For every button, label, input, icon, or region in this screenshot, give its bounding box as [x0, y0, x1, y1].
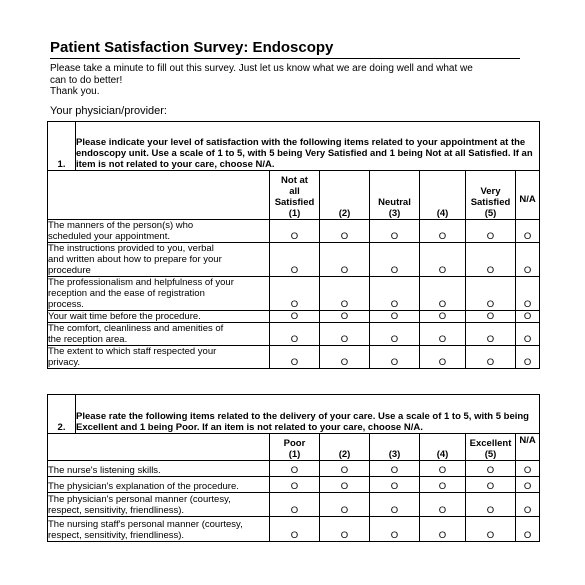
- item-line: process.: [48, 299, 84, 310]
- radio-option-4[interactable]: O: [420, 346, 466, 369]
- table-row: [48, 517, 540, 542]
- radio-option-5[interactable]: O: [466, 477, 516, 493]
- page-title: Patient Satisfaction Survey: Endoscopy: [50, 39, 520, 59]
- col-very-satisfied: [466, 171, 516, 220]
- radio-option-2[interactable]: O: [320, 311, 370, 323]
- radio-option-3[interactable]: O: [370, 346, 420, 369]
- item-label: [48, 220, 270, 243]
- radio-option-4[interactable]: O: [420, 477, 466, 493]
- radio-option-5[interactable]: O: [466, 517, 516, 542]
- item-line: respect, sensitivity, friendliness).: [48, 530, 185, 541]
- radio-option-4[interactable]: O: [420, 220, 466, 243]
- radio-option-na[interactable]: O: [516, 346, 540, 369]
- radio-option-5[interactable]: O: [466, 461, 516, 477]
- item-line: The nurse's listening skills.: [48, 465, 161, 476]
- col-4: [420, 434, 466, 461]
- radio-option-na[interactable]: O: [516, 311, 540, 323]
- scale-label: (4): [436, 208, 449, 219]
- radio-option-3[interactable]: O: [370, 323, 420, 346]
- scale-label: (4): [436, 449, 449, 460]
- item-line: The extent to which staff respected your: [48, 346, 217, 357]
- radio-option-1[interactable]: O: [270, 477, 320, 493]
- table-row: [48, 461, 540, 477]
- radio-option-5[interactable]: O: [466, 220, 516, 243]
- item-label: [48, 477, 270, 493]
- header-label: Neutral: [378, 197, 411, 208]
- radio-option-na[interactable]: O: [516, 220, 540, 243]
- radio-option-4[interactable]: O: [420, 493, 466, 517]
- radio-option-5[interactable]: O: [466, 323, 516, 346]
- item-label: [48, 277, 270, 311]
- radio-option-5[interactable]: O: [466, 243, 516, 277]
- table-row: [48, 277, 540, 311]
- radio-option-5[interactable]: O: [466, 346, 516, 369]
- item-line: The nursing staff's personal manner (courtesy,: [48, 519, 243, 530]
- radio-option-2[interactable]: O: [320, 461, 370, 477]
- item-line: The instructions provided to you, verbal: [48, 243, 214, 254]
- header-label: Satisfied: [274, 197, 315, 208]
- table-row: [48, 323, 540, 346]
- radio-option-na[interactable]: O: [516, 517, 540, 542]
- scale-label: (3): [388, 449, 401, 460]
- item-label: [48, 517, 270, 542]
- item-label: [48, 243, 270, 277]
- item-label: [48, 323, 270, 346]
- table-row: [48, 243, 540, 277]
- radio-option-3[interactable]: O: [370, 493, 420, 517]
- header-label: N/A: [519, 435, 536, 446]
- col-na: [516, 171, 540, 220]
- item-line: The physician's personal manner (courtesy,: [48, 494, 231, 505]
- radio-option-4[interactable]: O: [420, 461, 466, 477]
- item-label: [48, 493, 270, 517]
- section2-table: [47, 394, 540, 542]
- radio-option-2[interactable]: O: [320, 517, 370, 542]
- col-na: [516, 434, 540, 461]
- item-line: the reception area.: [48, 334, 128, 345]
- col-3: [370, 434, 420, 461]
- intro-line: can to do better!: [50, 74, 123, 86]
- radio-option-3[interactable]: O: [370, 277, 420, 311]
- radio-option-4[interactable]: O: [420, 277, 466, 311]
- item-line: and written about how to prepare for your: [48, 254, 222, 265]
- table-row: [48, 477, 540, 493]
- section1-question: Please indicate your level of satisfaction with the following items related to your appointment at the endoscopy unit. Use a scale of 1 to 5, with 5 being Very Satisfied and 1 being Not at all Satisfied. If an item is not related to your care, choose N/A.: [76, 122, 540, 171]
- item-line: procedure: [48, 265, 91, 276]
- radio-option-1[interactable]: O: [270, 517, 320, 542]
- radio-option-2[interactable]: O: [320, 277, 370, 311]
- item-line: reception and the ease of registration: [48, 288, 205, 299]
- radio-option-na[interactable]: O: [516, 243, 540, 277]
- radio-option-5[interactable]: O: [466, 311, 516, 323]
- scale-label: (5): [484, 449, 497, 460]
- table-row: [48, 220, 540, 243]
- radio-option-3[interactable]: O: [370, 220, 420, 243]
- table-row: [48, 493, 540, 517]
- radio-option-1[interactable]: O: [270, 220, 320, 243]
- radio-option-1[interactable]: O: [270, 346, 320, 369]
- table-row: [48, 346, 540, 369]
- header-label: Satisfied: [470, 197, 511, 208]
- radio-option-1[interactable]: O: [270, 277, 320, 311]
- intro-text: [50, 63, 540, 98]
- scale-label: (2): [338, 449, 351, 460]
- col-neutral: [370, 171, 420, 220]
- item-label: [48, 346, 270, 369]
- item-label: [48, 311, 270, 323]
- radio-option-1[interactable]: O: [270, 461, 320, 477]
- radio-option-na[interactable]: O: [516, 477, 540, 493]
- section1-number: 1.: [48, 122, 76, 171]
- item-line: The professionalism and helpfulness of your: [48, 277, 234, 288]
- provider-label: Your physician/provider:: [50, 105, 167, 117]
- item-line: privacy.: [48, 357, 81, 368]
- item-line: Your wait time before the procedure.: [48, 311, 201, 322]
- item-line: scheduled your appointment.: [48, 231, 170, 242]
- radio-option-4[interactable]: O: [420, 323, 466, 346]
- scale-label: (1): [288, 449, 301, 460]
- radio-option-na[interactable]: O: [516, 461, 540, 477]
- radio-option-5[interactable]: O: [466, 493, 516, 517]
- radio-option-na[interactable]: O: [516, 323, 540, 346]
- radio-option-na[interactable]: O: [516, 493, 540, 517]
- scale-label: (3): [388, 208, 401, 219]
- scale-label: (1): [288, 208, 301, 219]
- radio-option-4[interactable]: O: [420, 311, 466, 323]
- item-line: The comfort, cleanliness and amenities of: [48, 323, 224, 334]
- radio-option-2[interactable]: O: [320, 323, 370, 346]
- radio-option-1[interactable]: O: [270, 493, 320, 517]
- radio-option-1[interactable]: O: [270, 323, 320, 346]
- header-label: Not at: [281, 175, 308, 186]
- header-label: N/A: [519, 194, 536, 205]
- radio-option-3[interactable]: O: [370, 477, 420, 493]
- radio-option-3[interactable]: O: [370, 311, 420, 323]
- col-excellent: [466, 434, 516, 461]
- item-line: The manners of the person(s) who: [48, 220, 194, 231]
- scale-label: (2): [338, 208, 351, 219]
- col-not-at-all-satisfied: [270, 171, 320, 220]
- radio-option-2[interactable]: O: [320, 243, 370, 277]
- section2-number: 2.: [48, 395, 76, 434]
- header-label: Excellent: [469, 438, 512, 449]
- radio-option-2[interactable]: O: [320, 477, 370, 493]
- scale-label: (5): [484, 208, 497, 219]
- section1-table: [47, 121, 540, 369]
- section2-header-blank: [48, 434, 270, 461]
- radio-option-3[interactable]: O: [370, 461, 420, 477]
- radio-option-na[interactable]: O: [516, 277, 540, 311]
- radio-option-2[interactable]: O: [320, 493, 370, 517]
- radio-option-1[interactable]: O: [270, 311, 320, 323]
- header-label: all: [289, 186, 300, 197]
- header-label: Poor: [283, 438, 306, 449]
- header-label: Very: [480, 186, 501, 197]
- item-label: [48, 461, 270, 477]
- table-row: [48, 311, 540, 323]
- section2-question: Please rate the following items related to the delivery of your care. Use a scale of 1 to 5, with 5 being Excellent and 1 being Poor. If an item is not related to your care, choose N/A.: [76, 395, 540, 434]
- item-line: respect, sensitivity, friendliness).: [48, 505, 185, 516]
- radio-option-1[interactable]: O: [270, 243, 320, 277]
- radio-option-3[interactable]: O: [370, 517, 420, 542]
- radio-option-5[interactable]: O: [466, 277, 516, 311]
- col-2: [320, 434, 370, 461]
- col-2: [320, 171, 370, 220]
- radio-option-2[interactable]: O: [320, 346, 370, 369]
- intro-line: Thank you.: [50, 86, 100, 97]
- col-4: [420, 171, 466, 220]
- radio-option-4[interactable]: O: [420, 517, 466, 542]
- section1-header-blank: [48, 171, 270, 220]
- col-poor: [270, 434, 320, 461]
- radio-option-2[interactable]: O: [320, 220, 370, 243]
- item-line: The physician's explanation of the procedure.: [48, 481, 239, 492]
- radio-option-3[interactable]: O: [370, 243, 420, 277]
- radio-option-4[interactable]: O: [420, 243, 466, 277]
- intro-line: Please take a minute to fill out this survey. Just let us know what we are doing well and what we: [50, 63, 473, 74]
